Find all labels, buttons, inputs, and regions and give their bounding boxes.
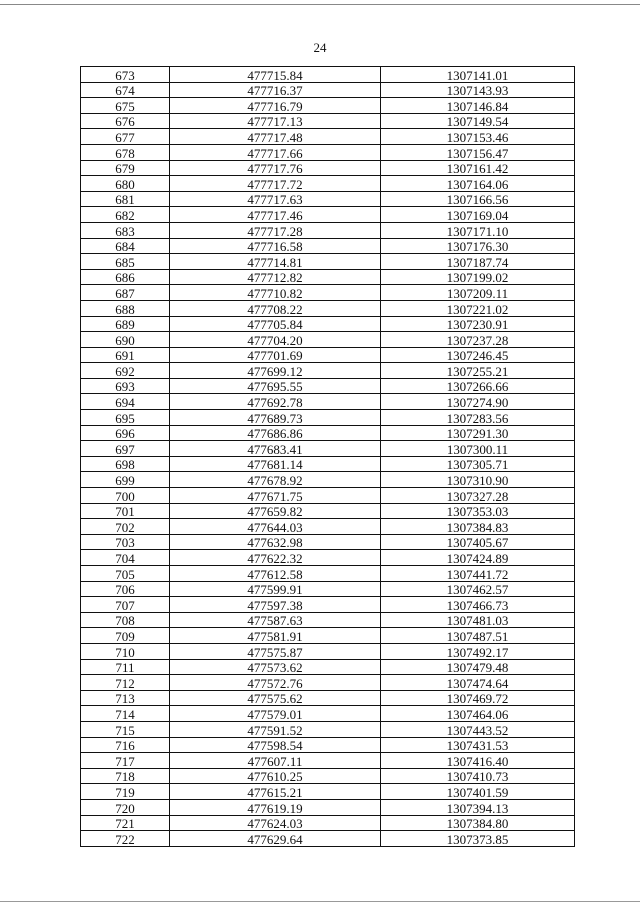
- x-coordinate-cell: 477629.64: [170, 831, 381, 847]
- x-coordinate-cell: 477607.11: [170, 753, 381, 769]
- table-row: [81, 488, 575, 504]
- x-coordinate-cell: 477717.63: [170, 191, 381, 207]
- point-number-cell: 701: [81, 503, 170, 519]
- point-number-cell: 711: [81, 659, 170, 675]
- point-number-cell: 679: [81, 160, 170, 176]
- table-row: [81, 581, 575, 597]
- point-number-cell: 697: [81, 441, 170, 457]
- table-row: [81, 176, 575, 192]
- point-number-cell: 714: [81, 706, 170, 722]
- x-coordinate-cell: 477581.91: [170, 628, 381, 644]
- y-coordinate-cell: 1307176.30: [381, 238, 575, 254]
- x-coordinate-cell: 477575.62: [170, 690, 381, 706]
- y-coordinate-cell: 1307164.06: [381, 176, 575, 192]
- y-coordinate-cell: 1307424.89: [381, 550, 575, 566]
- table-row: [81, 815, 575, 831]
- point-number-cell: 707: [81, 597, 170, 613]
- y-coordinate-cell: 1307143.93: [381, 82, 575, 98]
- point-number-cell: 700: [81, 488, 170, 504]
- point-number-cell: 695: [81, 410, 170, 426]
- y-coordinate-cell: 1307141.01: [381, 67, 575, 83]
- y-coordinate-cell: 1307492.17: [381, 643, 575, 659]
- point-number-cell: 692: [81, 363, 170, 379]
- x-coordinate-cell: 477699.12: [170, 363, 381, 379]
- table-row: [81, 113, 575, 129]
- y-coordinate-cell: 1307266.66: [381, 378, 575, 394]
- table-row: [81, 410, 575, 426]
- x-coordinate-cell: 477598.54: [170, 737, 381, 753]
- y-coordinate-cell: 1307431.53: [381, 737, 575, 753]
- table-row: [81, 300, 575, 316]
- table-row: [81, 191, 575, 207]
- y-coordinate-cell: 1307283.56: [381, 410, 575, 426]
- y-coordinate-cell: 1307474.64: [381, 675, 575, 691]
- point-number-cell: 694: [81, 394, 170, 410]
- table-row: [81, 472, 575, 488]
- x-coordinate-cell: 477717.28: [170, 222, 381, 238]
- table-row: [81, 737, 575, 753]
- table-row: [81, 706, 575, 722]
- point-number-cell: 706: [81, 581, 170, 597]
- y-coordinate-cell: 1307153.46: [381, 129, 575, 145]
- table-row: [81, 222, 575, 238]
- x-coordinate-cell: 477705.84: [170, 316, 381, 332]
- point-number-cell: 705: [81, 566, 170, 582]
- point-number-cell: 690: [81, 332, 170, 348]
- x-coordinate-cell: 477717.48: [170, 129, 381, 145]
- point-number-cell: 710: [81, 643, 170, 659]
- point-number-cell: 708: [81, 612, 170, 628]
- y-coordinate-cell: 1307300.11: [381, 441, 575, 457]
- table-row: [81, 98, 575, 114]
- x-coordinate-cell: 477717.46: [170, 207, 381, 223]
- y-coordinate-cell: 1307274.90: [381, 394, 575, 410]
- point-number-cell: 674: [81, 82, 170, 98]
- x-coordinate-cell: 477615.21: [170, 784, 381, 800]
- point-number-cell: 683: [81, 222, 170, 238]
- x-coordinate-cell: 477686.86: [170, 425, 381, 441]
- table-row: [81, 67, 575, 83]
- y-coordinate-cell: 1307149.54: [381, 113, 575, 129]
- table-row: [81, 597, 575, 613]
- table-row: [81, 721, 575, 737]
- y-coordinate-cell: 1307384.80: [381, 815, 575, 831]
- table-row: [81, 82, 575, 98]
- y-coordinate-cell: 1307487.51: [381, 628, 575, 644]
- table-row: [81, 519, 575, 535]
- point-number-cell: 693: [81, 378, 170, 394]
- table-row: [81, 799, 575, 815]
- table-row: [81, 394, 575, 410]
- table-row: [81, 441, 575, 457]
- table-row: [81, 503, 575, 519]
- y-coordinate-cell: 1307246.45: [381, 347, 575, 363]
- point-number-cell: 712: [81, 675, 170, 691]
- y-coordinate-cell: 1307187.74: [381, 254, 575, 270]
- x-coordinate-cell: 477701.69: [170, 347, 381, 363]
- x-coordinate-cell: 477671.75: [170, 488, 381, 504]
- table-row: [81, 675, 575, 691]
- point-number-cell: 713: [81, 690, 170, 706]
- x-coordinate-cell: 477612.58: [170, 566, 381, 582]
- y-coordinate-cell: 1307221.02: [381, 300, 575, 316]
- page-number: 24: [313, 40, 327, 55]
- point-number-cell: 685: [81, 254, 170, 270]
- table-row: [81, 129, 575, 145]
- x-coordinate-cell: 477712.82: [170, 269, 381, 285]
- y-coordinate-cell: 1307209.11: [381, 285, 575, 301]
- y-coordinate-cell: 1307291.30: [381, 425, 575, 441]
- point-number-cell: 717: [81, 753, 170, 769]
- point-number-cell: 704: [81, 550, 170, 566]
- x-coordinate-cell: 477716.79: [170, 98, 381, 114]
- y-coordinate-cell: 1307373.85: [381, 831, 575, 847]
- table-row: [81, 612, 575, 628]
- point-number-cell: 696: [81, 425, 170, 441]
- y-coordinate-cell: 1307161.42: [381, 160, 575, 176]
- point-number-cell: 698: [81, 456, 170, 472]
- y-coordinate-cell: 1307237.28: [381, 332, 575, 348]
- y-coordinate-cell: 1307462.57: [381, 581, 575, 597]
- point-number-cell: 718: [81, 768, 170, 784]
- y-coordinate-cell: 1307310.90: [381, 472, 575, 488]
- point-number-cell: 691: [81, 347, 170, 363]
- x-coordinate-cell: 477597.38: [170, 597, 381, 613]
- coordinates-table-body: [81, 67, 575, 847]
- point-number-cell: 699: [81, 472, 170, 488]
- x-coordinate-cell: 477716.58: [170, 238, 381, 254]
- point-number-cell: 684: [81, 238, 170, 254]
- y-coordinate-cell: 1307405.67: [381, 534, 575, 550]
- y-coordinate-cell: 1307394.13: [381, 799, 575, 815]
- x-coordinate-cell: 477715.84: [170, 67, 381, 83]
- table-row: [81, 768, 575, 784]
- x-coordinate-cell: 477659.82: [170, 503, 381, 519]
- table-row: [81, 238, 575, 254]
- y-coordinate-cell: 1307466.73: [381, 597, 575, 613]
- point-number-cell: 719: [81, 784, 170, 800]
- table-row: [81, 628, 575, 644]
- y-coordinate-cell: 1307464.06: [381, 706, 575, 722]
- point-number-cell: 687: [81, 285, 170, 301]
- x-coordinate-cell: 477678.92: [170, 472, 381, 488]
- y-coordinate-cell: 1307199.02: [381, 269, 575, 285]
- x-coordinate-cell: 477575.87: [170, 643, 381, 659]
- x-coordinate-cell: 477681.14: [170, 456, 381, 472]
- point-number-cell: 721: [81, 815, 170, 831]
- y-coordinate-cell: 1307401.59: [381, 784, 575, 800]
- table-row: [81, 643, 575, 659]
- x-coordinate-cell: 477717.66: [170, 144, 381, 160]
- y-coordinate-cell: 1307169.04: [381, 207, 575, 223]
- point-number-cell: 709: [81, 628, 170, 644]
- x-coordinate-cell: 477708.22: [170, 300, 381, 316]
- table-row: [81, 347, 575, 363]
- point-number-cell: 689: [81, 316, 170, 332]
- table-row: [81, 316, 575, 332]
- y-coordinate-cell: 1307255.21: [381, 363, 575, 379]
- table-row: [81, 363, 575, 379]
- y-coordinate-cell: 1307479.48: [381, 659, 575, 675]
- y-coordinate-cell: 1307166.56: [381, 191, 575, 207]
- point-number-cell: 680: [81, 176, 170, 192]
- table-row: [81, 753, 575, 769]
- point-number-cell: 678: [81, 144, 170, 160]
- point-number-cell: 715: [81, 721, 170, 737]
- table-row: [81, 269, 575, 285]
- x-coordinate-cell: 477644.03: [170, 519, 381, 535]
- table-row: [81, 566, 575, 582]
- y-coordinate-cell: 1307441.72: [381, 566, 575, 582]
- table-row: [81, 254, 575, 270]
- point-number-cell: 686: [81, 269, 170, 285]
- x-coordinate-cell: 477591.52: [170, 721, 381, 737]
- table-row: [81, 784, 575, 800]
- table-row: [81, 659, 575, 675]
- table-row: [81, 378, 575, 394]
- x-coordinate-cell: 477689.73: [170, 410, 381, 426]
- x-coordinate-cell: 477716.37: [170, 82, 381, 98]
- x-coordinate-cell: 477572.76: [170, 675, 381, 691]
- y-coordinate-cell: 1307146.84: [381, 98, 575, 114]
- y-coordinate-cell: 1307481.03: [381, 612, 575, 628]
- point-number-cell: 716: [81, 737, 170, 753]
- point-number-cell: 677: [81, 129, 170, 145]
- point-number-cell: 673: [81, 67, 170, 83]
- y-coordinate-cell: 1307353.03: [381, 503, 575, 519]
- y-coordinate-cell: 1307327.28: [381, 488, 575, 504]
- x-coordinate-cell: 477624.03: [170, 815, 381, 831]
- x-coordinate-cell: 477610.25: [170, 768, 381, 784]
- point-number-cell: 703: [81, 534, 170, 550]
- point-number-cell: 720: [81, 799, 170, 815]
- point-number-cell: 722: [81, 831, 170, 847]
- table-row: [81, 425, 575, 441]
- x-coordinate-cell: 477599.91: [170, 581, 381, 597]
- x-coordinate-cell: 477717.13: [170, 113, 381, 129]
- point-number-cell: 702: [81, 519, 170, 535]
- table-row: [81, 160, 575, 176]
- table-row: [81, 534, 575, 550]
- x-coordinate-cell: 477704.20: [170, 332, 381, 348]
- table-row: [81, 690, 575, 706]
- y-coordinate-cell: 1307305.71: [381, 456, 575, 472]
- y-coordinate-cell: 1307443.52: [381, 721, 575, 737]
- y-coordinate-cell: 1307156.47: [381, 144, 575, 160]
- table-row: [81, 550, 575, 566]
- table-row: [81, 285, 575, 301]
- x-coordinate-cell: 477573.62: [170, 659, 381, 675]
- y-coordinate-cell: 1307416.40: [381, 753, 575, 769]
- x-coordinate-cell: 477714.81: [170, 254, 381, 270]
- point-number-cell: 675: [81, 98, 170, 114]
- x-coordinate-cell: 477619.19: [170, 799, 381, 815]
- point-number-cell: 676: [81, 113, 170, 129]
- x-coordinate-cell: 477717.76: [170, 160, 381, 176]
- x-coordinate-cell: 477622.32: [170, 550, 381, 566]
- y-coordinate-cell: 1307384.83: [381, 519, 575, 535]
- y-coordinate-cell: 1307469.72: [381, 690, 575, 706]
- x-coordinate-cell: 477717.72: [170, 176, 381, 192]
- x-coordinate-cell: 477579.01: [170, 706, 381, 722]
- point-number-cell: 682: [81, 207, 170, 223]
- x-coordinate-cell: 477632.98: [170, 534, 381, 550]
- x-coordinate-cell: 477692.78: [170, 394, 381, 410]
- y-coordinate-cell: 1307230.91: [381, 316, 575, 332]
- table-row: [81, 332, 575, 348]
- x-coordinate-cell: 477683.41: [170, 441, 381, 457]
- table-row: [81, 831, 575, 847]
- y-coordinate-cell: 1307171.10: [381, 222, 575, 238]
- x-coordinate-cell: 477695.55: [170, 378, 381, 394]
- table-row: [81, 456, 575, 472]
- x-coordinate-cell: 477710.82: [170, 285, 381, 301]
- coordinates-table: [80, 66, 575, 847]
- point-number-cell: 688: [81, 300, 170, 316]
- table-row: [81, 144, 575, 160]
- point-number-cell: 681: [81, 191, 170, 207]
- y-coordinate-cell: 1307410.73: [381, 768, 575, 784]
- x-coordinate-cell: 477587.63: [170, 612, 381, 628]
- top-border-line: [0, 4, 640, 5]
- bottom-border-line: [0, 901, 640, 902]
- table-row: [81, 207, 575, 223]
